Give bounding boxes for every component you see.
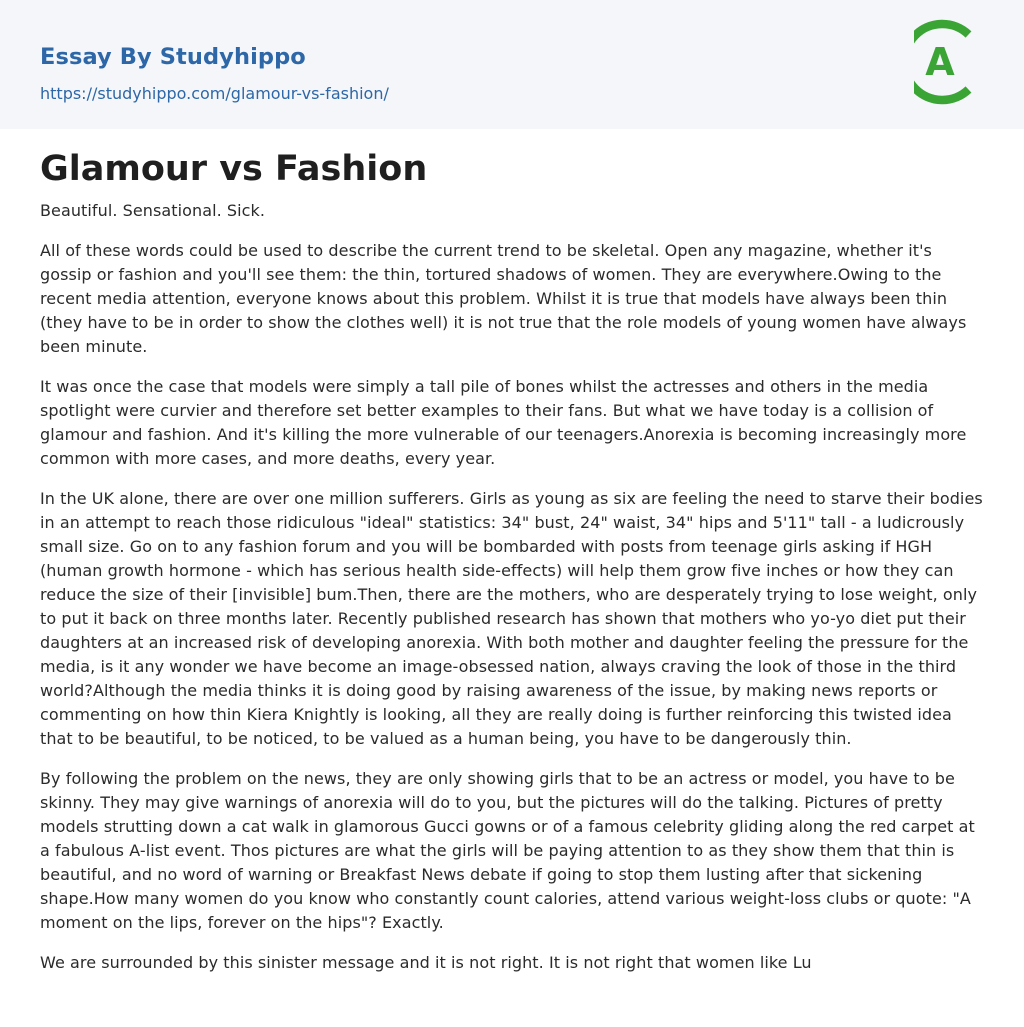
article [0,129,1024,975]
essay-url-link[interactable]: https://studyhippo.com/glamour-vs-fashion/ [40,84,389,103]
paragraph-5: We are surrounded by this sinister message and it is not right. It is not right that women like Lu [40,953,812,972]
paragraph-3: In the UK alone, there are over one million sufferers. Girls as young as six are feeling the need to starve their bodies in an attempt to reach those ridiculous "ideal" statistics: 34" bust, 24" waist, 34" hips and 5'11" tall - a ludicrously small size. Go on to any fashion forum and you will be bombarded with posts from teenage girls asking if HGH (human growth hormone - which has serious health side-effects) will help them grow five inches or how they can reduce the size of their [invisible] bum.Then, there are the mothers, who are desperately trying to lose weight, only to put it back on three months later. Recently published research has shown that mothers who yo-yo diet put their daughters at an increased risk of developing anorexia. With both mother and daughter feeling the pressure for the media, is it any wonder we have become an image-obsessed nation, always craving the look of those in the third world?Although the media thinks it is doing good by raising awareness of the issue, by making news reports or commenting on how thin Kiera Knightly is looking, all they are really doing is further reinforcing this twisted idea that to be beautiful, to be noticed, to be valued as a human being, you have to be dangerously thin. [40,489,983,748]
site-brand[interactable]: Essay By Studyhippo [40,44,306,70]
paragraph-4: By following the problem on the news, they are only showing girls that to be an actress or model, you have to be skinny. They may give warnings of anorexia will do to you, but the pictures will do the talking. Pictures of pretty models strutting down a cat walk in glamorous Gucci gowns or of a famous celebrity gliding along the red carpet at a fabulous A-list event. Thos pictures are what the girls will be paying attention to as they show them that thin is beautiful, and no word of warning or Breakfast News debate if going to stop them lusting after that sickening shape.How many women do you know who constantly count calories, attend various weight-loss clubs or quote: "A moment on the lips, forever on the hips"? Exactly. [40,769,975,932]
logo-letter: A [925,40,955,84]
site-header [0,0,1024,129]
studyhippo-logo-icon[interactable] [914,18,986,106]
paragraph-tagline: Beautiful. Sensational. Sick. [40,201,266,220]
article-title: Glamour vs Fashion [40,149,428,189]
paragraph-2: It was once the case that models were simply a tall pile of bones whilst the actresses and others in the media spotlight were curvier and therefore set better examples to their fans. But what we have today is a collision of glamour and fashion. And it's killing the more vulnerable of our teenagers.Anorexia is becoming increasingly more common with more cases, and more deaths, every year. [40,377,967,468]
paragraph-1: All of these words could be used to describe the current trend to be skeletal. Open any magazine, whether it's gossip or fashion and you'll see them: the thin, tortured shadows of women. They are everywhere.Owing to the recent media attention, everyone knows about this problem. Whilst it is true that models have always been thin (they have to be in order to show the clothes well) it is not true that the role models of young women have always been minute. [40,241,967,356]
